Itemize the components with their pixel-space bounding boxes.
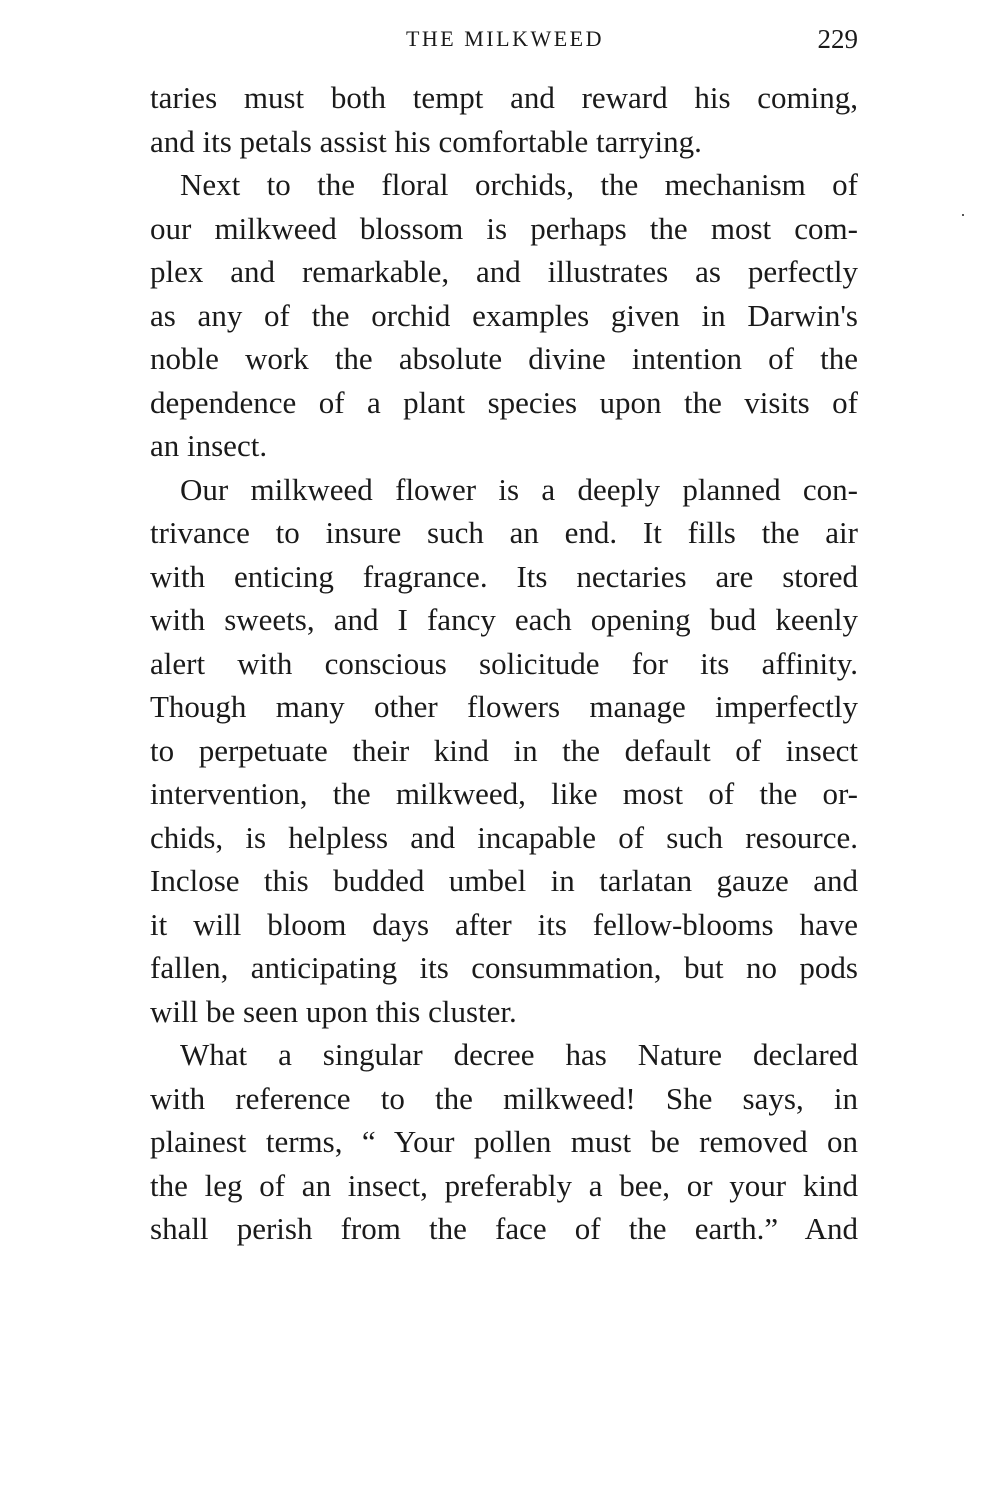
- text-line: to perpetuate their kind in the default of insect: [150, 732, 858, 768]
- stray-ink-mark: [962, 214, 964, 216]
- text-line: Our milkweed flower is a deeply planned con-: [180, 471, 858, 507]
- page-number: 229: [817, 24, 858, 54]
- text-line: alert with conscious solicitude for its affinity.: [150, 645, 858, 681]
- text-line: What a singular decree has Nature declared: [180, 1037, 858, 1072]
- text-line: with sweets, and I fancy each opening bud keenly: [150, 602, 858, 637]
- text-line: it will bloom days after its fellow-blooms have: [150, 906, 858, 942]
- text-line: noble work the absolute divine intention of the: [150, 341, 858, 376]
- text-line: intervention, the milkweed, like most of the or-: [150, 776, 858, 811]
- text-line: plainest terms, “ Your pollen must be removed on: [150, 1124, 858, 1159]
- text-line: as any of the orchid examples given in Darwin's: [150, 297, 858, 333]
- text-line: Inclose this budded umbel in tarlatan gauze and: [150, 863, 858, 898]
- text-line: chids, is helpless and incapable of such resource.: [150, 819, 858, 855]
- text-line: fallen, anticipating its consummation, but no pods: [150, 950, 858, 985]
- text-line: shall perish from the face of the earth.” And: [150, 1211, 858, 1246]
- text-line: with reference to the milkweed! She says, in: [150, 1080, 858, 1116]
- text-line: and its petals assist his comfortable tarrying.: [150, 123, 702, 159]
- text-line: trivance to insure such an end. It fills the air: [150, 515, 858, 550]
- running-title: THE MILKWEED: [405, 26, 604, 51]
- text-line: the leg of an insect, preferably a bee, or your kind: [150, 1167, 858, 1203]
- page-body: [150, 76, 858, 1251]
- text-line: Though many other flowers manage imperfectly: [150, 689, 858, 724]
- text-line: an insect.: [150, 428, 268, 463]
- text-line: our milkweed blossom is perhaps the most com-: [150, 210, 858, 246]
- text-line: taries must both tempt and reward his coming,: [150, 80, 858, 115]
- text-line: with enticing fragrance. Its nectaries are stored: [150, 558, 858, 594]
- page-header: [150, 24, 860, 58]
- text-line: Next to the floral orchids, the mechanism of: [180, 167, 858, 202]
- text-line: dependence of a plant species upon the visits of: [150, 384, 858, 420]
- text-line: plex and remarkable, and illustrates as perfectly: [150, 254, 858, 289]
- text-line: will be seen upon this cluster.: [150, 993, 517, 1029]
